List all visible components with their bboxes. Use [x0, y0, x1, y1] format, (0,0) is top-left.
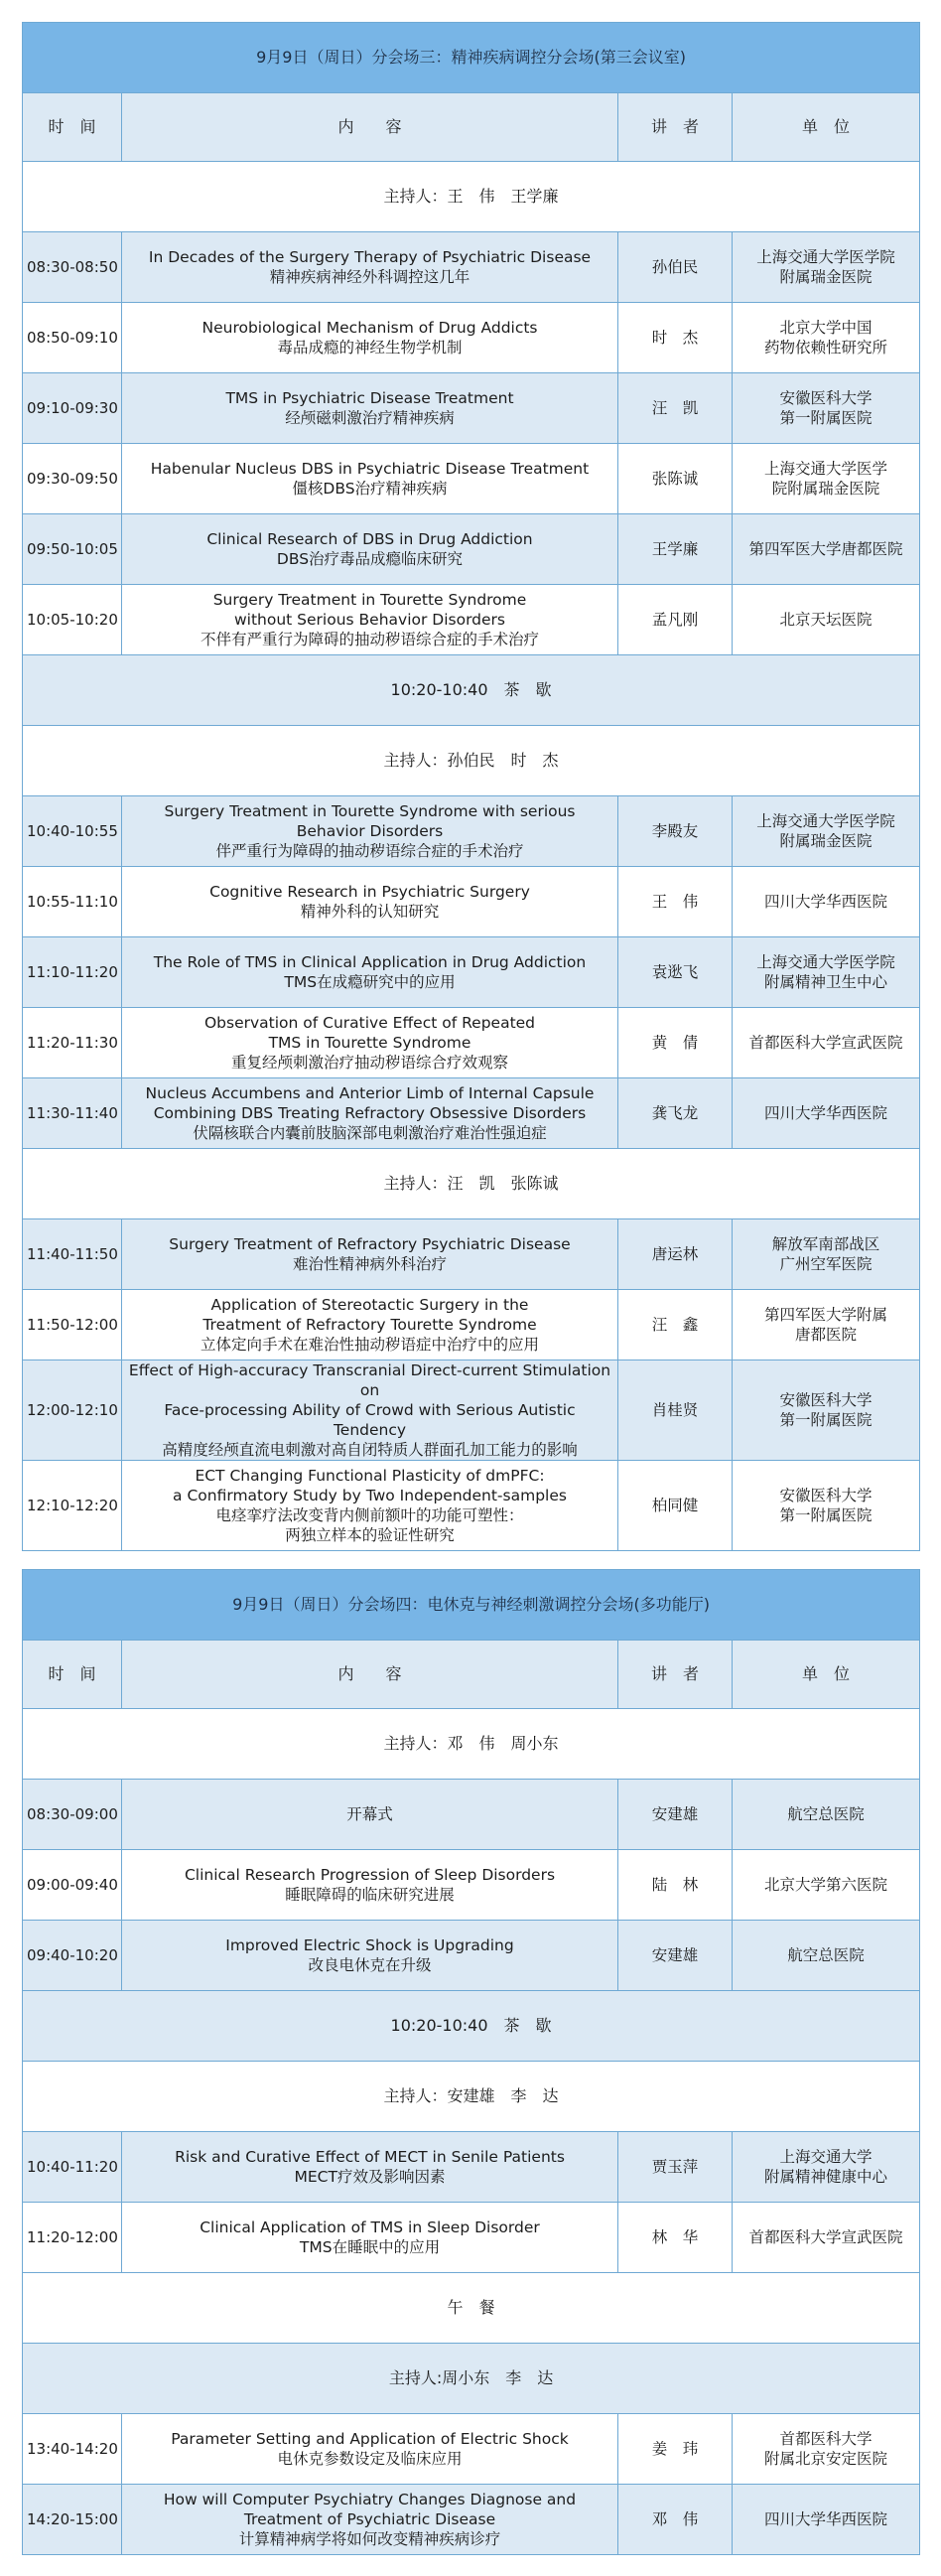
- unit-line: 安徽医科大学: [779, 389, 873, 407]
- talk-row: [23, 2132, 920, 2203]
- talk-row: [23, 585, 920, 655]
- talk-speaker: 孙伯民: [618, 232, 733, 303]
- talk-title-cn: 精神疾病神经外科调控这几年: [269, 268, 470, 286]
- talk-time: 11:10-11:20: [23, 937, 122, 1008]
- header-time: 时 间: [23, 1641, 122, 1709]
- talk-row: [23, 1461, 920, 1551]
- talk-unit: [733, 1008, 920, 1078]
- talk-title-cn: 不伴有严重行为障碍的抽动秽语综合症的手术治疗: [200, 631, 539, 648]
- unit-line: 附属精神健康中心: [764, 2168, 888, 2186]
- talk-title-cn: 精神外科的认知研究: [300, 903, 440, 921]
- unit-line: 航空总医院: [787, 1805, 865, 1823]
- talk-row: [23, 796, 920, 867]
- unit-line: 第一附属医院: [779, 1506, 873, 1524]
- talk-title-cn: 毒品成瘾的神经生物学机制: [277, 339, 463, 357]
- talk-unit: [733, 867, 920, 937]
- talk-time: 08:30-09:00: [23, 1780, 122, 1850]
- talk-speaker: 张陈诚: [618, 444, 733, 514]
- talk-unit: [733, 796, 920, 867]
- talk-speaker: 时 杰: [618, 303, 733, 373]
- talk-unit: [733, 1078, 920, 1149]
- session3-title: 9月9日（周日）分会场三：精神疾病调控分会场(第三会议室): [23, 23, 920, 93]
- unit-line: 广州空军医院: [779, 1255, 873, 1273]
- talk-title-cn: TMS在睡眠中的应用: [299, 2238, 441, 2256]
- talk-title-en: TMS in Psychiatric Disease Treatment: [225, 389, 514, 407]
- talk-content: [122, 1360, 618, 1461]
- talk-title-cn: 开幕式: [346, 1805, 393, 1823]
- talk-time: 10:55-11:10: [23, 867, 122, 937]
- talk-unit: [733, 303, 920, 373]
- talk-title-cn: DBS治疗毒品成瘾临床研究: [276, 550, 464, 568]
- talk-time: 11:20-11:30: [23, 1008, 122, 1078]
- talk-content: [122, 585, 618, 655]
- talk-speaker: 李殿友: [618, 796, 733, 867]
- talk-title-cn: 重复经颅刺激治疗抽动秽语综合疗效观察: [230, 1054, 508, 1072]
- talk-title-cn: 计算精神病学将如何改变精神疾病诊疗: [238, 2530, 501, 2548]
- unit-line: 上海交通大学医学: [764, 460, 888, 478]
- unit-line: 上海交通大学医学院: [756, 812, 895, 830]
- unit-line: 北京大学第六医院: [764, 1876, 888, 1894]
- talk-title-en: Combining DBS Treating Refractory Obsessive Disorders: [153, 1104, 587, 1122]
- header-content: 内 容: [122, 1641, 618, 1709]
- talk-title-en: Clinical Research Progression of Sleep Disorders: [184, 1866, 556, 1884]
- talk-title-cn: 难治性精神病外科治疗: [292, 1255, 447, 1273]
- header-unit: 单 位: [733, 93, 920, 162]
- talk-unit: [733, 2203, 920, 2273]
- unit-line: 解放军南部战区: [771, 1235, 880, 1253]
- host-label-row: [23, 2344, 920, 2414]
- unit-line: 附属瑞金医院: [779, 268, 873, 286]
- talk-title-cn: MECT疗效及影响因素: [294, 2168, 446, 2186]
- talk-row: [23, 1290, 920, 1360]
- talk-time: 09:30-09:50: [23, 444, 122, 514]
- talk-content: [122, 2414, 618, 2485]
- unit-line: 北京天坛医院: [779, 611, 873, 629]
- unit-line: 北京大学中国: [779, 319, 873, 337]
- talk-speaker: 黄 倩: [618, 1008, 733, 1078]
- session4-schedule-table: [22, 1569, 920, 2555]
- talk-title-en: Habenular Nucleus DBS in Psychiatric Disease Treatment: [150, 460, 590, 478]
- unit-line: 上海交通大学医学院: [756, 248, 895, 266]
- tea-break-row: [23, 1991, 920, 2062]
- talk-unit: [733, 2132, 920, 2203]
- talk-unit: [733, 514, 920, 585]
- talk-title-en: Face-processing Ability of Crowd with Serious Autistic Tendency: [164, 1401, 576, 1439]
- talk-title-cn: 睡眠障碍的临床研究进展: [285, 1886, 455, 1904]
- talk-speaker: 汪 凯: [618, 373, 733, 444]
- talk-speaker: 陆 林: [618, 1850, 733, 1921]
- talk-time: 10:40-10:55: [23, 796, 122, 867]
- lunch-break-row: [23, 2273, 920, 2344]
- talk-unit: [733, 1850, 920, 1921]
- unit-line: 航空总医院: [787, 1946, 865, 1964]
- host-label: 主持人：王 伟 王学廉: [23, 162, 920, 232]
- header-time: 时 间: [23, 93, 122, 162]
- talk-title-en: Nucleus Accumbens and Anterior Limb of Internal Capsule: [145, 1084, 595, 1102]
- talk-content: [122, 937, 618, 1008]
- talk-row: [23, 1850, 920, 1921]
- unit-line: 安徽医科大学: [779, 1487, 873, 1504]
- talk-row: [23, 1078, 920, 1149]
- session3-title-row: [23, 23, 920, 93]
- talk-time: 12:10-12:20: [23, 1461, 122, 1551]
- talk-title-cn: 两独立样本的验证性研究: [285, 1526, 455, 1544]
- tea-break: 10:20-10:40 茶 歇: [23, 1991, 920, 2062]
- talk-content: [122, 1780, 618, 1850]
- talk-title-cn: 电痉挛疗法改变背内侧前额叶的功能可塑性：: [215, 1506, 524, 1524]
- host-label-row: [23, 2062, 920, 2132]
- talk-row: [23, 867, 920, 937]
- unit-line: 第一附属医院: [779, 1411, 873, 1429]
- talk-time: 09:40-10:20: [23, 1921, 122, 1991]
- header-speaker: 讲 者: [618, 93, 733, 162]
- talk-title-en: Parameter Setting and Application of Electric Shock: [171, 2430, 569, 2448]
- column-header-row: [23, 93, 920, 162]
- talk-speaker: 王学廉: [618, 514, 733, 585]
- talk-title-en: How will Computer Psychiatry Changes Diagnose and: [163, 2491, 577, 2508]
- talk-content: [122, 2203, 618, 2273]
- talk-time: 13:40-14:20: [23, 2414, 122, 2485]
- talk-title-en: Behavior Disorders: [296, 822, 444, 840]
- talk-row: [23, 303, 920, 373]
- host-label: 主持人：孙伯民 时 杰: [23, 726, 920, 796]
- talk-row: [23, 1360, 920, 1461]
- host-label-row: [23, 1149, 920, 1219]
- talk-row: [23, 2203, 920, 2273]
- talk-unit: [733, 1290, 920, 1360]
- talk-row: [23, 937, 920, 1008]
- talk-unit: [733, 937, 920, 1008]
- talk-time: 08:30-08:50: [23, 232, 122, 303]
- talk-time: 11:40-11:50: [23, 1219, 122, 1290]
- talk-title-en: Surgery Treatment of Refractory Psychiatric Disease: [169, 1235, 571, 1253]
- talk-time: 11:20-12:00: [23, 2203, 122, 2273]
- talk-speaker: 邓 伟: [618, 2485, 733, 2555]
- talk-content: [122, 1290, 618, 1360]
- talk-content: [122, 867, 618, 937]
- talk-row: [23, 514, 920, 585]
- talk-unit: [733, 2414, 920, 2485]
- talk-unit: [733, 1921, 920, 1991]
- talk-title-cn: 伴严重行为障碍的抽动秽语综合症的手术治疗: [215, 842, 524, 860]
- talk-title-en: Observation of Curative Effect of Repeated: [203, 1014, 536, 1032]
- talk-row: [23, 2485, 920, 2555]
- talk-speaker: 姜 玮: [618, 2414, 733, 2485]
- talk-content: [122, 796, 618, 867]
- talk-title-cn: 经颅磁刺激治疗精神疾病: [285, 409, 455, 427]
- talk-title-en: TMS in Tourette Syndrome: [268, 1034, 471, 1052]
- talk-title-cn: 高精度经颅直流电刺激对高自闭特质人群面孔加工能力的影响: [162, 1441, 578, 1459]
- talk-speaker: 肖桂贤: [618, 1360, 733, 1461]
- talk-title-en: Risk and Curative Effect of MECT in Senile Patients: [175, 2148, 565, 2166]
- talk-title-en: Application of Stereotactic Surgery in the: [210, 1296, 529, 1314]
- talk-title-en: Cognitive Research in Psychiatric Surgery: [209, 883, 530, 901]
- talk-content: [122, 373, 618, 444]
- unit-line: 唐都医院: [795, 1326, 858, 1344]
- talk-speaker: 王 伟: [618, 867, 733, 937]
- talk-title-cn: 伏隔核联合内囊前肢脑深部电刺激治疗难治性强迫症: [193, 1124, 547, 1142]
- talk-speaker: 林 华: [618, 2203, 733, 2273]
- talk-unit: [733, 373, 920, 444]
- talk-content: [122, 303, 618, 373]
- talk-time: 08:50-09:10: [23, 303, 122, 373]
- unit-line: 安徽医科大学: [779, 1391, 873, 1409]
- session4-title-row: [23, 1570, 920, 1641]
- talk-title-en: Clinical Research of DBS in Drug Addiction: [206, 530, 533, 548]
- host-label-row: [23, 1709, 920, 1780]
- talk-speaker: 安建雄: [618, 1921, 733, 1991]
- host-label: 主持人：汪 凯 张陈诚: [23, 1149, 920, 1219]
- header-content: 内 容: [122, 93, 618, 162]
- unit-line: 四川大学华西医院: [764, 893, 888, 911]
- unit-line: 四川大学华西医院: [764, 1104, 888, 1122]
- talk-content: [122, 444, 618, 514]
- talk-title-cn: 立体定向手术在难治性抽动秽语症中治疗中的应用: [200, 1336, 539, 1354]
- talk-unit: [733, 232, 920, 303]
- tea-break: 10:20-10:40 茶 歇: [23, 655, 920, 726]
- talk-speaker: 贾玉萍: [618, 2132, 733, 2203]
- talk-title-en: Improved Electric Shock is Upgrading: [225, 1936, 514, 1954]
- talk-content: [122, 1219, 618, 1290]
- session4-title: 9月9日（周日）分会场四：电休克与神经刺激调控分会场(多功能厅): [23, 1570, 920, 1641]
- talk-unit: [733, 2485, 920, 2555]
- talk-title-en: a Confirmatory Study by Two Independent-samples: [173, 1487, 567, 1504]
- talk-content: [122, 2132, 618, 2203]
- talk-title-en: Effect of High-accuracy Transcranial Direct-current Stimulation on: [128, 1361, 611, 1399]
- talk-title-en: The Role of TMS in Clinical Application in Drug Addiction: [153, 953, 587, 971]
- talk-speaker: 龚飞龙: [618, 1078, 733, 1149]
- session3-schedule-table: [22, 22, 920, 1551]
- talk-speaker: 柏同健: [618, 1461, 733, 1551]
- talk-title-en: Clinical Application of TMS in Sleep Disorder: [200, 2218, 540, 2236]
- host-label: 主持人：安建雄 李 达: [23, 2062, 920, 2132]
- unit-line: 上海交通大学: [779, 2148, 873, 2166]
- unit-line: 院附属瑞金医院: [771, 480, 880, 498]
- host-label-row: [23, 726, 920, 796]
- talk-row: [23, 1780, 920, 1850]
- unit-line: 上海交通大学医学院: [756, 953, 895, 971]
- talk-content: [122, 1921, 618, 1991]
- talk-speaker: 袁逖飞: [618, 937, 733, 1008]
- tea-break-row: [23, 655, 920, 726]
- unit-line: 附属北京安定医院: [764, 2450, 888, 2468]
- talk-time: 14:20-15:00: [23, 2485, 122, 2555]
- talk-content: [122, 2485, 618, 2555]
- talk-unit: [733, 585, 920, 655]
- talk-title-cn: 电休克参数设定及临床应用: [277, 2450, 463, 2468]
- talk-row: [23, 373, 920, 444]
- talk-content: [122, 1008, 618, 1078]
- talk-time: 09:50-10:05: [23, 514, 122, 585]
- talk-time: 09:10-09:30: [23, 373, 122, 444]
- talk-unit: [733, 1461, 920, 1551]
- talk-title-en: Treatment of Refractory Tourette Syndrome: [202, 1316, 537, 1334]
- talk-unit: [733, 1219, 920, 1290]
- talk-speaker: 唐运林: [618, 1219, 733, 1290]
- talk-row: [23, 1921, 920, 1991]
- talk-row: [23, 444, 920, 514]
- unit-line: 首都医科大学: [779, 2430, 873, 2448]
- talk-time: 10:05-10:20: [23, 585, 122, 655]
- talk-row: [23, 1219, 920, 1290]
- unit-line: 第四军医大学唐都医院: [748, 540, 903, 558]
- talk-title-en: Neurobiological Mechanism of Drug Addicts: [202, 319, 538, 337]
- host-label: 主持人:周小东 李 达: [23, 2344, 920, 2414]
- lunch-break: 午 餐: [23, 2273, 920, 2344]
- talk-title-cn: 改良电休克在升级: [308, 1956, 432, 1974]
- talk-content: [122, 1461, 618, 1551]
- talk-content: [122, 1850, 618, 1921]
- talk-title-en: Surgery Treatment in Tourette Syndrome: [212, 591, 527, 609]
- talk-row: [23, 2414, 920, 2485]
- talk-time: 09:00-09:40: [23, 1850, 122, 1921]
- talk-title-en: without Serious Behavior Disorders: [233, 611, 506, 629]
- talk-speaker: 孟凡刚: [618, 585, 733, 655]
- talk-speaker: 汪 鑫: [618, 1290, 733, 1360]
- talk-content: [122, 232, 618, 303]
- unit-line: 药物依赖性研究所: [764, 339, 888, 357]
- column-header-row: [23, 1641, 920, 1709]
- talk-speaker: 安建雄: [618, 1780, 733, 1850]
- unit-line: 第一附属医院: [779, 409, 873, 427]
- talk-time: 11:30-11:40: [23, 1078, 122, 1149]
- host-label-row: [23, 162, 920, 232]
- talk-title-en: In Decades of the Surgery Therapy of Psychiatric Disease: [148, 248, 592, 266]
- talk-title-cn: TMS在成瘾研究中的应用: [284, 973, 456, 991]
- talk-title-en: Treatment of Psychiatric Disease: [243, 2510, 496, 2528]
- talk-time: 10:40-11:20: [23, 2132, 122, 2203]
- talk-time: 11:50-12:00: [23, 1290, 122, 1360]
- talk-unit: [733, 1780, 920, 1850]
- talk-unit: [733, 444, 920, 514]
- talk-title-cn: 僵核DBS治疗精神疾病: [292, 480, 448, 498]
- unit-line: 附属瑞金医院: [779, 832, 873, 850]
- talk-unit: [733, 1360, 920, 1461]
- host-label: 主持人：邓 伟 周小东: [23, 1709, 920, 1780]
- talk-row: [23, 1008, 920, 1078]
- talk-title-en: Surgery Treatment in Tourette Syndrome with serious: [164, 802, 576, 820]
- talk-content: [122, 514, 618, 585]
- unit-line: 四川大学华西医院: [764, 2510, 888, 2528]
- header-unit: 单 位: [733, 1641, 920, 1709]
- unit-line: 首都医科大学宣武医院: [748, 1034, 903, 1052]
- header-speaker: 讲 者: [618, 1641, 733, 1709]
- talk-time: 12:00-12:10: [23, 1360, 122, 1461]
- talk-row: [23, 232, 920, 303]
- unit-line: 附属精神卫生中心: [764, 973, 888, 991]
- talk-content: [122, 1078, 618, 1149]
- unit-line: 首都医科大学宣武医院: [748, 2228, 903, 2246]
- unit-line: 第四军医大学附属: [764, 1306, 888, 1324]
- talk-title-en: ECT Changing Functional Plasticity of dmPFC:: [195, 1467, 545, 1485]
